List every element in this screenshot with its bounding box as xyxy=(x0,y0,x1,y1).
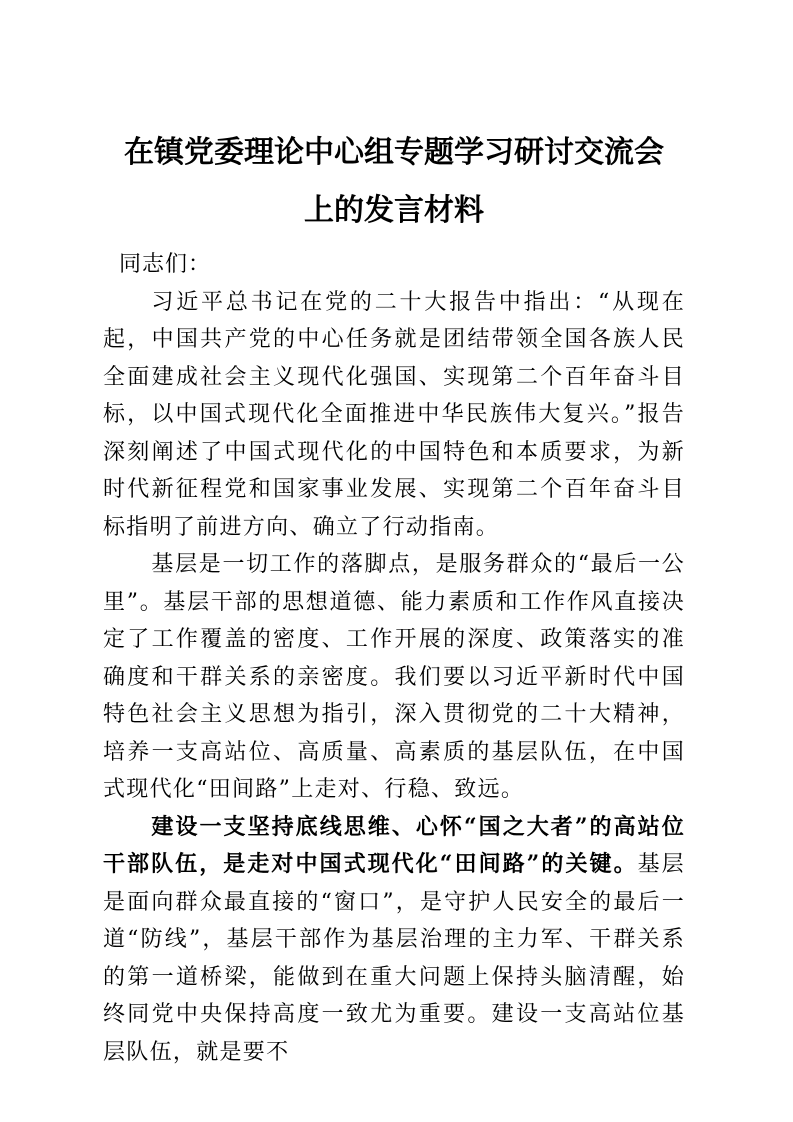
document-title xyxy=(103,124,685,240)
salutation: 同志们： xyxy=(119,252,212,277)
document-body xyxy=(103,246,685,1071)
paragraph-2 xyxy=(103,546,685,809)
paragraph-1-text: 习近平总书记在党的二十大报告中指出：“从现在起，中国共产党的中心任务就是团结带领全国各族人民全面建成社会主义现代化强国、实现第二个百年奋斗目标，以中国式现代化全面推进中华民族伟大复兴。”报告深刻阐述了中国式现代化的中国特色和本质要求，为新时代新征程党和国家事业发展、实现第二个百年奋斗目标指明了前进方向、确立了行动指南。 xyxy=(103,289,685,540)
paragraph-2-text: 基层是一切工作的落脚点，是服务群众的“最后一公里”。基层干部的思想道德、能力素质和工作作风直接决定了工作覆盖的密度、工作开展的深度、政策落实的准确度和干群关系的亲密度。我们要以习近平新时代中国特色社会主义思想为指引，深入贯彻党的二十大精神，培养一支高站位、高质量、高素质的基层队伍，在中国式现代化“田间路”上走对、行稳、致远。 xyxy=(103,552,685,802)
title-line-2: 上的发言材料 xyxy=(304,193,484,228)
paragraph-3-text: 基层是面向群众最直接的“窗口”，是守护人民安全的最后一道“防线”，基层干部作为基层治理的主力军、干群关系的第一道桥梁，能做到在重大问题上保持头脑清醒，始终同党中央保持高度一致尤为重要。建设一支高站位基层队伍，就是要不 xyxy=(103,852,685,1065)
paragraph-3-bold-lead: 建设一支坚持底线思维、心怀“国之大者”的高站位干部队伍，是走对中国式现代化“田间路”的关键。 xyxy=(103,813,685,877)
paragraph-3 xyxy=(103,809,685,1072)
paragraph-1 xyxy=(103,284,685,547)
title-line-1: 在镇党委理论中心组专题学习研讨交流会 xyxy=(124,135,664,170)
document-content xyxy=(103,124,685,1071)
